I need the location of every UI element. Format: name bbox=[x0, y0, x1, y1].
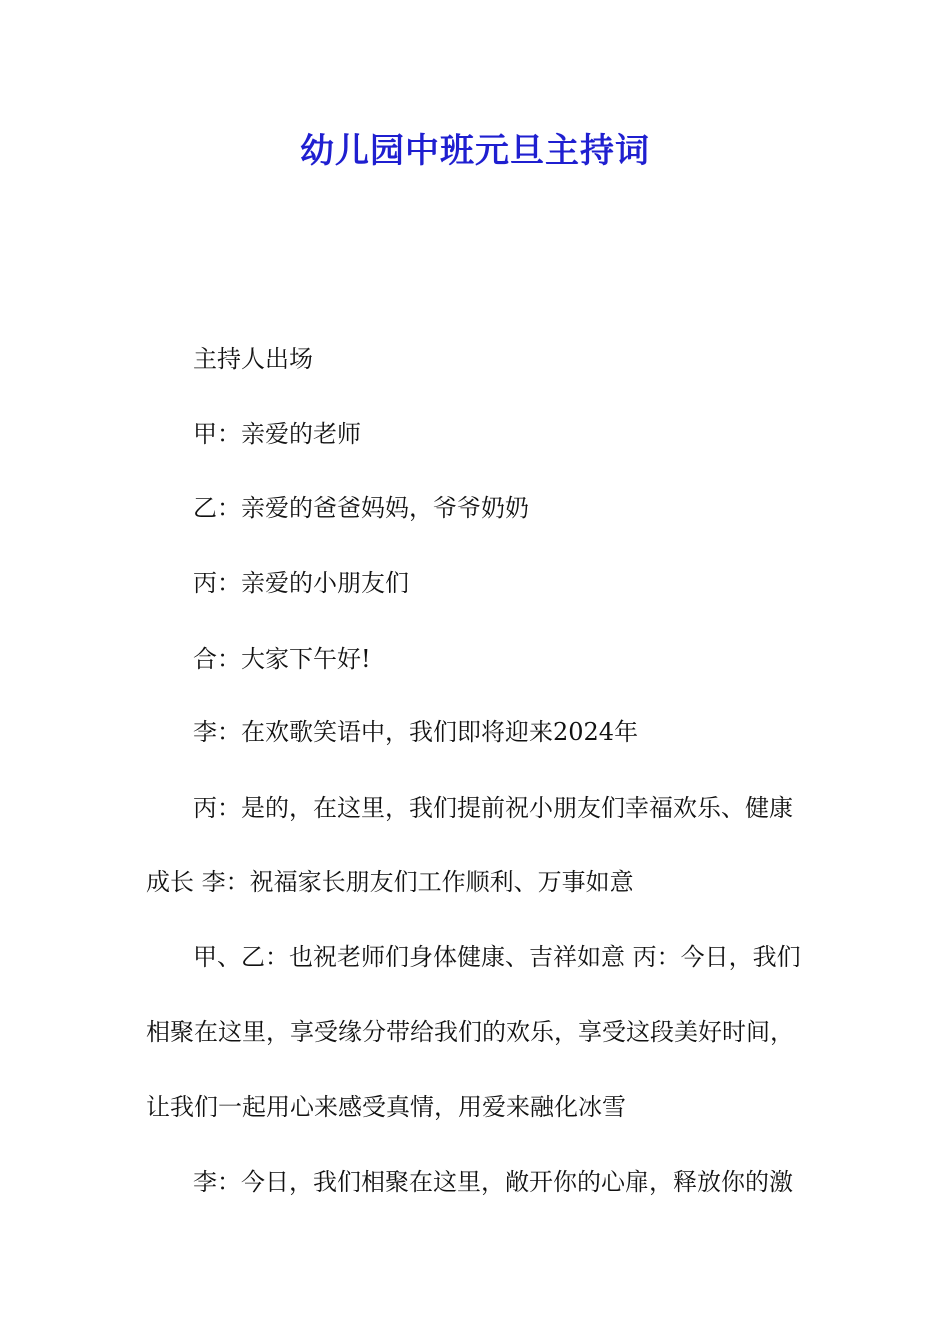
document-title: 幼儿园中班元旦主持词 bbox=[300, 131, 650, 171]
text-line: 让我们一起用心来感受真情，用爱来融化冰雪 bbox=[146, 1093, 626, 1121]
text-line: 丙：亲爱的小朋友们 bbox=[193, 569, 409, 597]
text-line: 合：大家下午好! bbox=[193, 645, 371, 673]
text-line: 乙：亲爱的爸爸妈妈，爷爷奶奶 bbox=[193, 494, 529, 522]
text-line: 成长 李：祝福家长朋友们工作顺利、万事如意 bbox=[146, 868, 634, 896]
text-line: 相聚在这里，享受缘分带给我们的欢乐，享受这段美好时间， bbox=[146, 1018, 794, 1046]
text-line: 李：今日，我们相聚在这里，敞开你的心扉，释放你的激 bbox=[193, 1168, 793, 1196]
text-line: 丙：是的，在这里，我们提前祝小朋友们幸福欢乐、健康 bbox=[193, 794, 793, 822]
text-line: 主持人出场 bbox=[193, 345, 313, 373]
text-line: 李：在欢歌笑语中，我们即将迎来2024年 bbox=[193, 718, 639, 746]
text-line: 甲：亲爱的老师 bbox=[193, 420, 361, 448]
text-line: 甲、乙：也祝老师们身体健康、吉祥如意 丙：今日，我们 bbox=[193, 943, 801, 971]
